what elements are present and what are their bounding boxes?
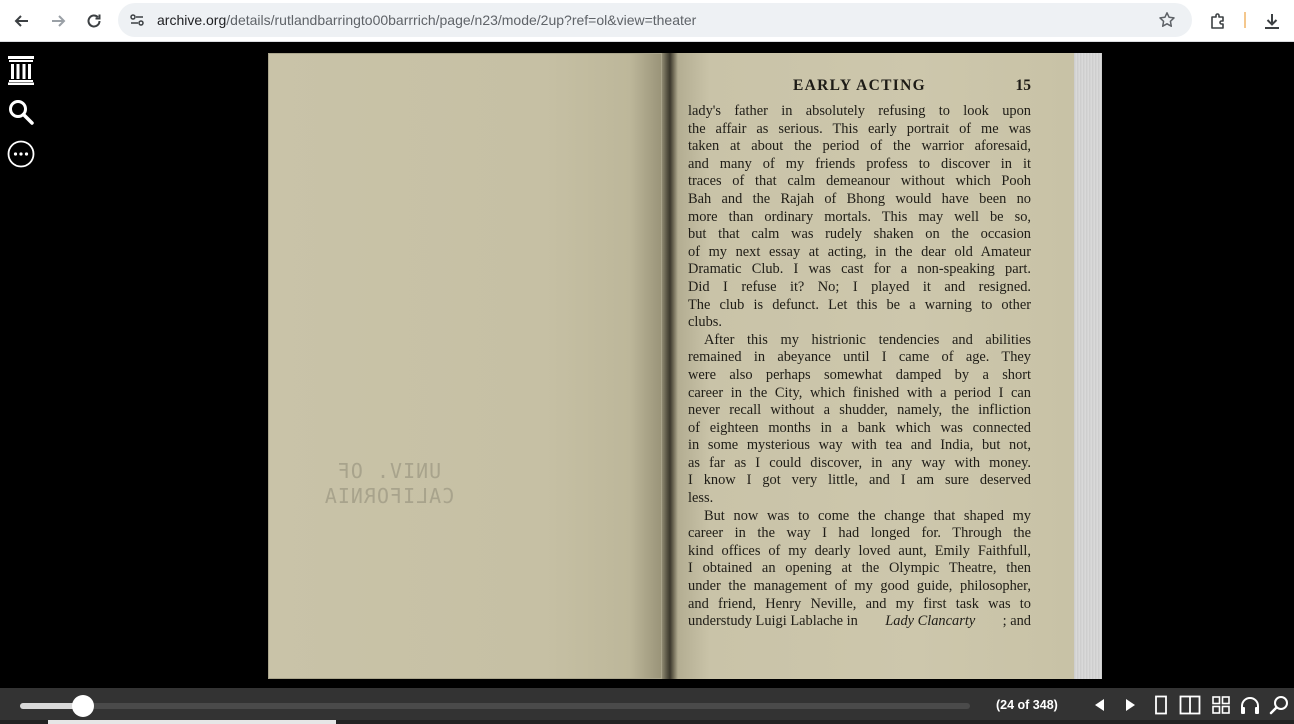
url-text[interactable] [157, 3, 696, 37]
browser-toolbar [0, 0, 1294, 42]
more-options-button[interactable] [6, 139, 36, 169]
page-body-text [688, 103, 1031, 631]
read-aloud-icon [1239, 695, 1261, 715]
book-spread[interactable] [268, 53, 1102, 679]
running-title: EARLY ACTING [793, 77, 926, 94]
download-icon [1262, 11, 1282, 31]
reload-button[interactable] [78, 5, 110, 37]
zoom-button[interactable] [1267, 693, 1291, 717]
book-gutter [662, 53, 678, 679]
thumbnail-view-button[interactable] [1209, 693, 1233, 717]
downloads-button[interactable] [1256, 5, 1288, 37]
text-line: in some mysterious way with tea and India, but not, [688, 437, 1031, 454]
next-page-icon [1122, 697, 1138, 713]
text-line: I know I got very little, and I am sure deserved [688, 472, 1031, 489]
text-line: more than ordinary mortals. This may well be so, [688, 208, 1031, 225]
back-arrow-icon [13, 12, 31, 30]
text-line: taken at about the period of the warrior aforesaid, [688, 138, 1031, 155]
forward-button[interactable] [42, 5, 74, 37]
text-segment: ; and [1002, 613, 1031, 630]
bottom-strip [0, 720, 1294, 724]
text-line: Bah and the Rajah of Bhong would have been no [688, 190, 1031, 207]
url-path: /details/rutlandbarringto00barrrich/page/n23/mode/2up?ref=ol&view=theater [226, 12, 697, 28]
site-info-button[interactable] [126, 9, 148, 31]
next-page-button[interactable] [1118, 693, 1142, 717]
text-line: and many of my friends profess to discover in it [688, 155, 1031, 172]
stamp-line: UNIV. OF [336, 459, 442, 483]
back-button[interactable] [6, 5, 38, 37]
one-page-view-button[interactable] [1149, 693, 1173, 717]
text-line: I obtained an opening at the Olympic Theatre, then [688, 560, 1031, 577]
extensions-icon [1208, 11, 1228, 31]
text-line: Dramatic Club. I was cast for a non-speaking part. [688, 261, 1031, 278]
text-line: of eighteen months in a bank which was connected [688, 419, 1031, 436]
previous-page-icon [1092, 697, 1108, 713]
text-line: as far as I could discover, in any way with money. [688, 454, 1031, 471]
toolbar-divider [1244, 12, 1246, 28]
text-line: but that calm was rudely shaken on the occasion [688, 226, 1031, 243]
url-host: archive.org [157, 12, 227, 28]
one-page-view-icon [1154, 695, 1168, 715]
page-slider[interactable] [20, 703, 970, 709]
text-line: The club is defunct. Let this be a warning to other [688, 296, 1031, 313]
text-line: After this my histrionic tendencies and abilities [704, 331, 1031, 348]
search-button[interactable] [6, 97, 36, 127]
running-head [688, 77, 1031, 97]
text-line: under the management of my good guide, philosopher, [688, 578, 1031, 595]
page-number: 15 [1015, 77, 1031, 94]
italic-title: Lady Clancarty [885, 613, 976, 630]
text-line: and friend, Henry Neville, and my first task was to [688, 595, 1031, 612]
extensions-button[interactable] [1202, 5, 1234, 37]
forward-arrow-icon [49, 12, 67, 30]
text-segment: understudy Luigi Lablache in [688, 613, 858, 630]
search-icon [8, 99, 34, 125]
previous-page-button[interactable] [1088, 693, 1112, 717]
text-line: lady's father in absolutely refusing to look upon [688, 103, 1031, 119]
archive-logo-button[interactable] [6, 55, 36, 85]
library-stamp [313, 459, 465, 509]
text-line: Did I refuse it? No; I played it and resigned. [688, 278, 1031, 295]
text-line: career in the City, which finished with a period I can [688, 384, 1031, 401]
address-bar[interactable] [118, 3, 1192, 37]
text-line: But now was to come the change that shaped my [704, 507, 1031, 524]
star-icon [1158, 11, 1176, 29]
archive-logo-icon [7, 55, 35, 85]
bottom-strip-segment [48, 720, 336, 724]
bookreader-toolbar [0, 688, 1294, 724]
reload-icon [85, 12, 103, 30]
page-slider-handle[interactable] [72, 695, 94, 717]
text-line: remained in abeyance until I came of age. They [688, 349, 1031, 366]
left-page[interactable] [268, 53, 662, 679]
text-line-with-italic [688, 613, 1031, 631]
two-page-view-icon [1179, 695, 1201, 715]
text-line: kind offices of my dearly loved aunt, Emily Faithfull, [688, 542, 1031, 559]
bookmark-button[interactable] [1156, 9, 1178, 31]
text-line: were also perhaps somewhat damped by a short [688, 366, 1031, 383]
thumbnail-view-icon [1211, 695, 1231, 715]
text-line: less. [688, 490, 714, 507]
page-count: (24 of 348) [996, 698, 1058, 712]
site-info-icon [129, 12, 145, 28]
text-line: traces of that calm demeanour without which Pooh [688, 173, 1031, 190]
text-line: clubs. [688, 314, 722, 331]
right-page[interactable] [678, 53, 1074, 679]
text-line: never recall without a shudder, namely, the infliction [688, 402, 1031, 419]
read-aloud-button[interactable] [1238, 693, 1262, 717]
text-line: career in the way I had longed for. Through the [688, 525, 1031, 542]
text-line: of my next essay at acting, in the dear old Amateur [688, 243, 1031, 260]
zoom-icon [1269, 695, 1289, 715]
page-edges [1074, 53, 1102, 679]
stamp-line: CALIFORNIA [323, 484, 455, 508]
more-icon [7, 140, 35, 168]
text-line: the affair as serious. This early portrait of me was [688, 120, 1031, 137]
two-page-view-button[interactable] [1178, 693, 1202, 717]
